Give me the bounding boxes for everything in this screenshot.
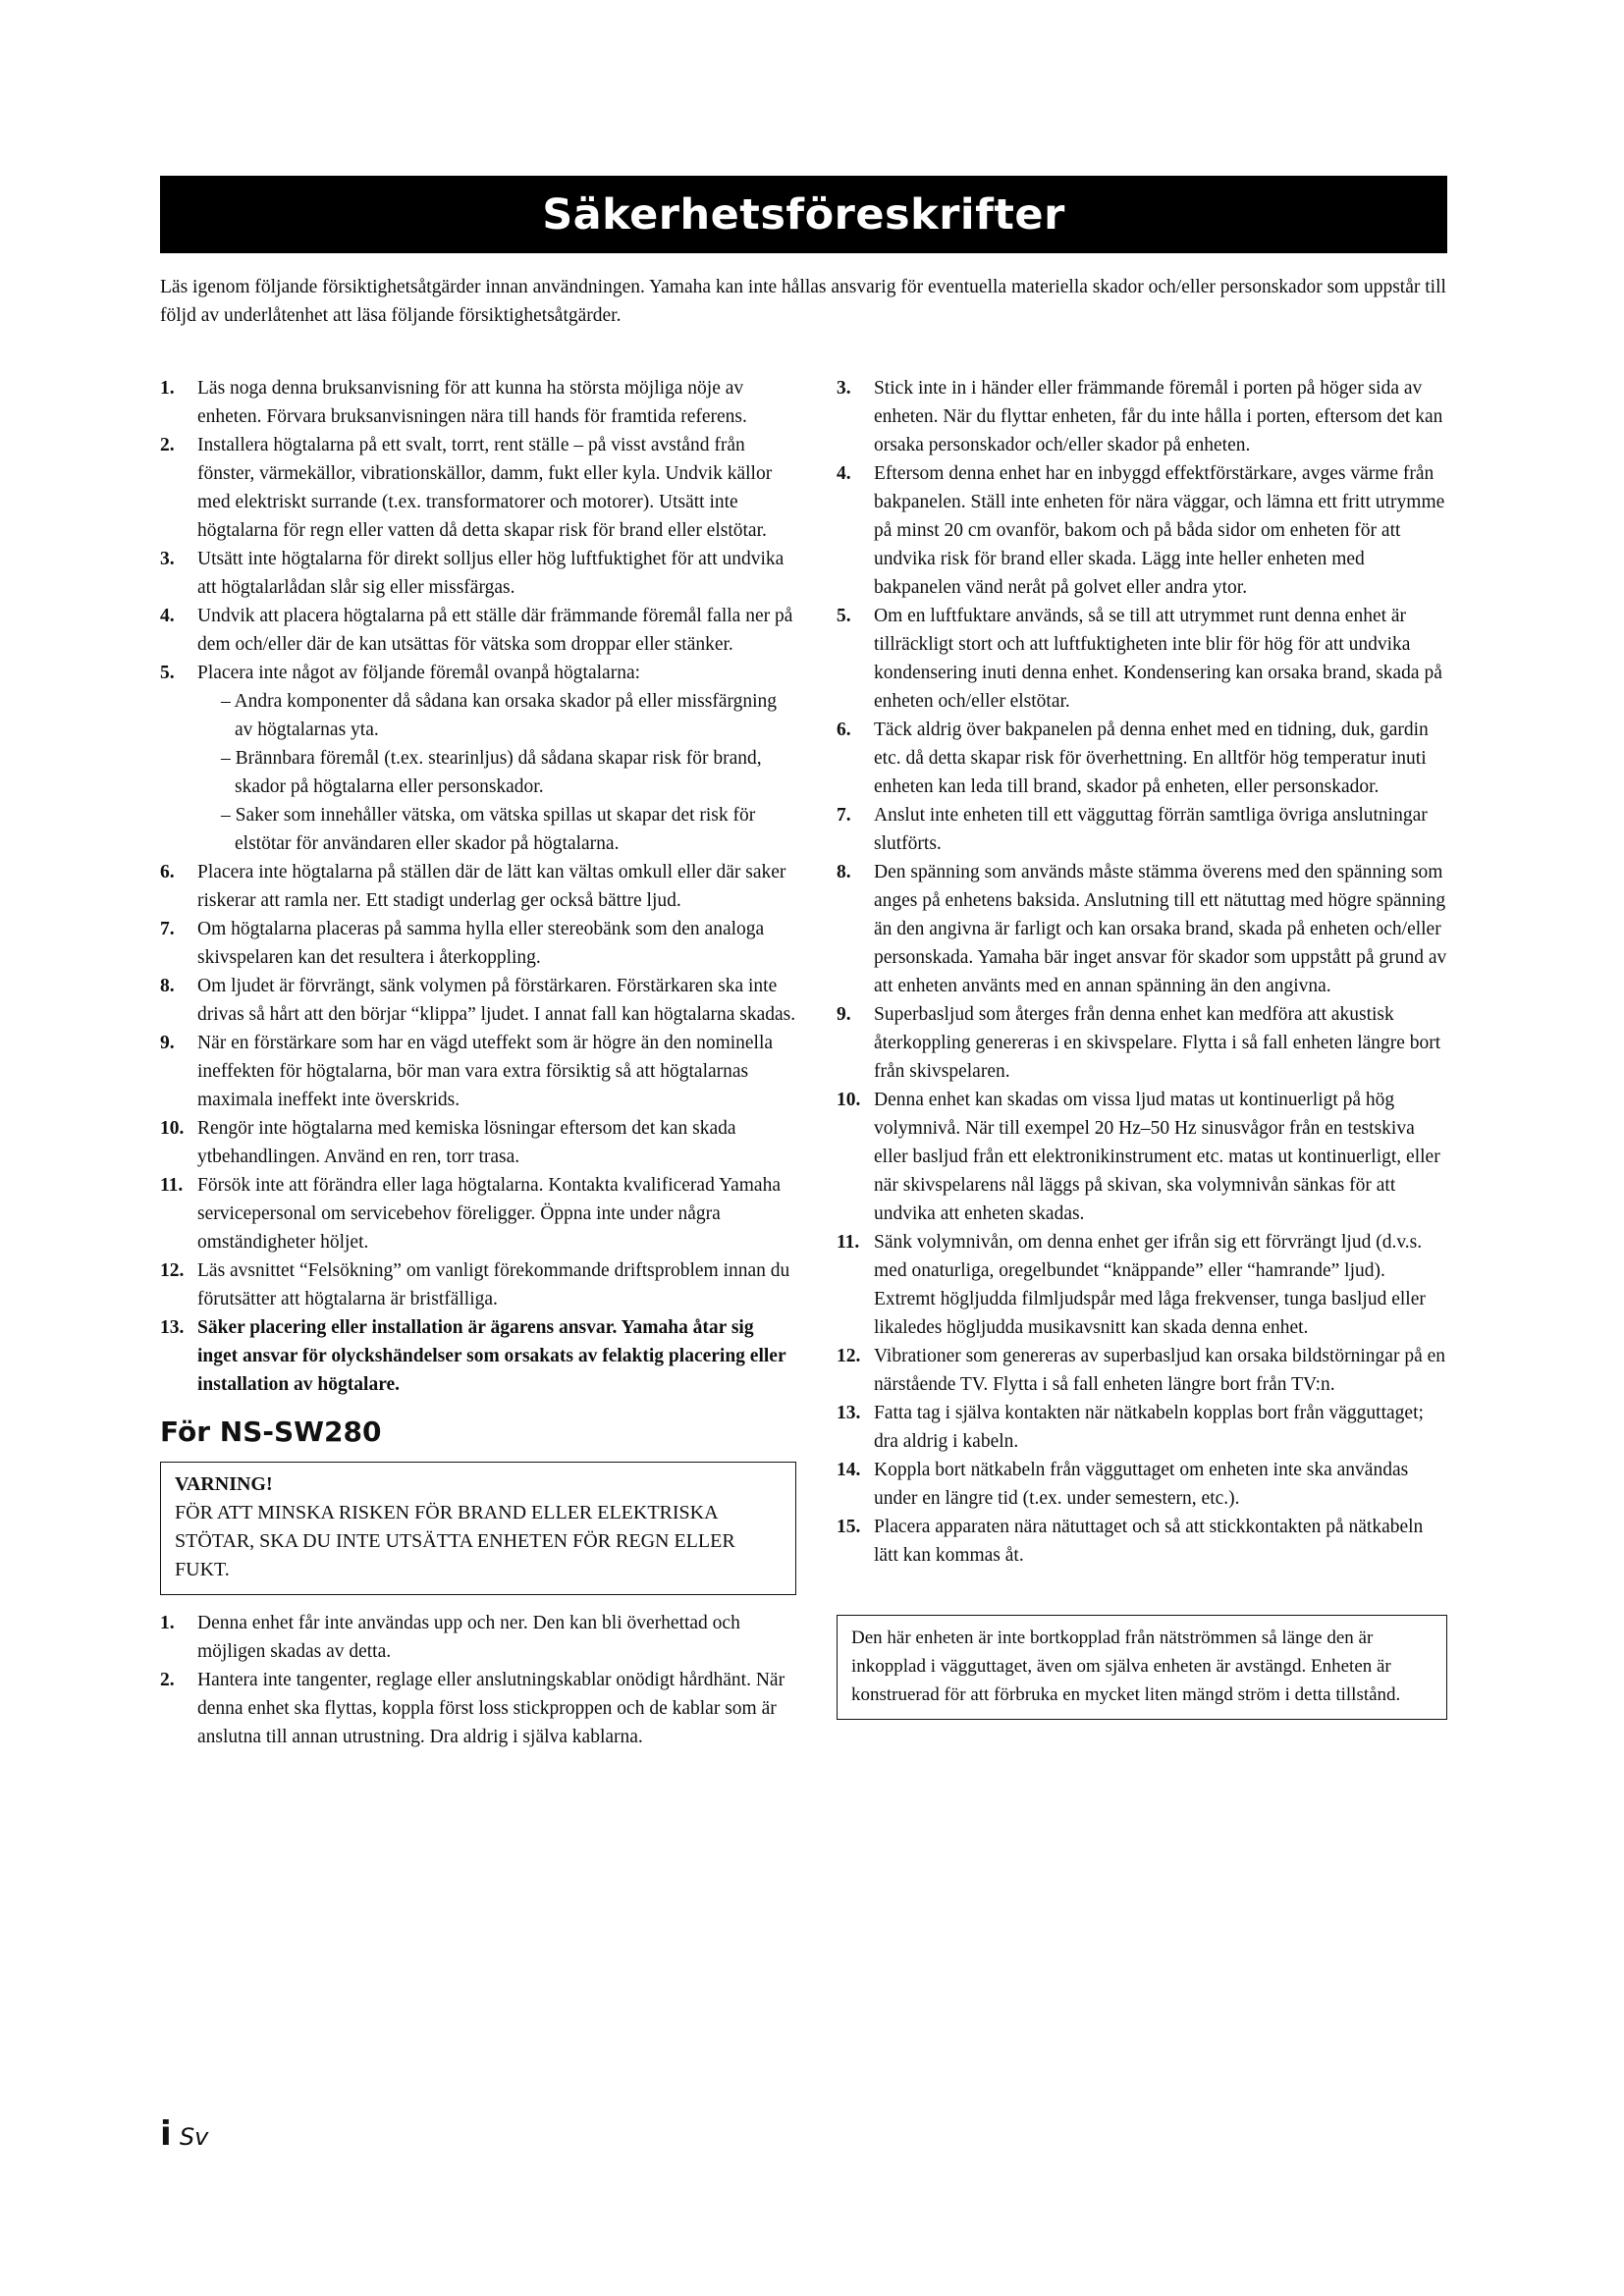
subwoofer-safety-list-continued xyxy=(837,374,1447,1570)
list-item: 12. Läs avsnittet “Felsökning” om vanligt förekommande driftsproblem innan du förutsätter att högtalarna är bristfälliga. xyxy=(160,1260,790,1309)
sub-list xyxy=(197,687,796,858)
left-column xyxy=(160,374,796,1751)
intro-paragraph: Läs igenom följande försiktighetsåtgärder innan användningen. Yamaha kan inte hållas ansvarig för eventuella materiella skador och/eller personskador som uppstår till följd av underlåtenhet att läsa följande försiktighetsåtgärder. xyxy=(160,277,1446,326)
sub-list-item: – Andra komponenter då sådana kan orsaka skador på eller missfärgning av högtalarnas yta. xyxy=(221,691,778,740)
section-heading-ns-sw280: För NS-SW280 xyxy=(160,1415,382,1448)
list-item: 1. Läs noga denna bruksanvisning för att kunna ha största möjliga nöje av enheten. Förvara bruksanvisningen nära till hands för framtida referens. xyxy=(160,378,747,427)
list-item: 12. Vibrationer som genereras av superbasljud kan orsaka bildstörningar på en närstående TV. Flytta i så fall enheten längre bort från TV:n. xyxy=(837,1346,1446,1395)
standby-notice-box: Den här enheten är inte bortkopplad från nätströmmen så länge den är inkopplad i vägguttaget, även om själva enheten är avstängd. Enheten är konstruerad för att förbruka en mycket liten mängd ström i detta tillstånd. xyxy=(837,1615,1447,1720)
list-item-ownership-responsibility: 13. Säker placering eller installation är ägarens ansvar. Yamaha åtar sig inget ansvar för olyckshändelser som orsakats av felaktig placering eller installation av högtalare. xyxy=(160,1317,786,1395)
list-item: 2. Hantera inte tangenter, reglage eller anslutningskablar onödigt hårdhänt. När denna enhet ska flyttas, koppla först loss stickproppen och de kablar som är anslutna till annan utrustning. Dra aldrig i själva kablarna. xyxy=(160,1670,785,1747)
page-number: i xyxy=(160,2114,172,2154)
list-item: 6. Täck aldrig över bakpanelen på denna enhet med en tidning, duk, gardin etc. då detta skapar risk för överhettning. En alltför hög temperatur inuti enheten kan leda till brand, skador på enheten, eller personskador. xyxy=(837,720,1429,797)
list-item: 2. Installera högtalarna på ett svalt, torrt, rent ställe – på visst avstånd från fönster, värmekällor, vibrationskällor, damm, fukt eller kyla. Undvik källor med elektriskt surrande (t.ex. transformatorer och motorer). Utsätt inte högtalarna för regn eller vatten då detta skapar risk för brand eller elstötar. xyxy=(160,435,773,541)
sub-list-item: – Saker som innehåller vätska, om vätska spillas ut skapar det risk för elstötar för användaren eller skador på högtalarna. xyxy=(221,805,756,854)
list-item: 11. Sänk volymnivån, om denna enhet ger ifrån sig ett förvrängt ljud (d.v.s. med onaturliga, oregelbundet “knäppande” eller “hamrande” ljud). Extremt högljudda filmljudspår med låga frekvenser, tunga basljud eller likaledes högljudda musikavsnitt kan skada denna enhet. xyxy=(837,1232,1426,1338)
page-footer xyxy=(160,2114,208,2154)
list-item: 11. Försök inte att förändra eller laga högtalarna. Kontakta kvalificerad Yamaha servicepersonal om servicebehov föreligger. Öppna inte under några omständigheter höljet. xyxy=(160,1175,781,1253)
list-item: 15. Placera apparaten nära nätuttaget och så att stickkontakten på nätkabeln lätt kan kommas åt. xyxy=(837,1517,1424,1566)
list-item: 5. Placera inte något av följande föremål ovanpå högtalarna: – Andra komponenter då sådana kan orsaka skador på eller missfärgning av högtalarnas yta. – Brännbara föremål (t.ex. stearinljus) då sådana skapar risk för brand, skador på högtalarna eller personskador. – Saker som innehåller vätska, om vätska spillas ut skapar det risk för elstötar för användaren eller skador på högtalarna. xyxy=(160,659,796,858)
language-code: Sv xyxy=(179,2123,209,2151)
list-item: 3. Stick inte in i händer eller främmande föremål i porten på höger sida av enheten. När du flyttar enheten, får du inte hålla i porten, eftersom det kan orsaka personskador och/eller skador på enheten. xyxy=(837,378,1443,455)
list-item: 8. Om ljudet är förvrängt, sänk volymen på förstärkaren. Förstärkaren ska inte drivas så hårt att den börjar “klippa” ljudet. I annat fall kan högtalarna skadas. xyxy=(160,976,796,1025)
warning-box xyxy=(160,1462,796,1595)
list-item: 4. Undvik att placera högtalarna på ett ställe där främmande föremål falla ner på dem och/eller där de kan utsättas för vätska som droppar eller stänker. xyxy=(160,606,793,655)
list-item: 10. Denna enhet kan skadas om vissa ljud matas ut kontinuerligt på hög volymnivå. När till exempel 20 Hz–50 Hz sinusvågor från en testskiva eller basljud från ett elektronikinstrument etc. matas ut kontinuerligt, eller när skivspelarens nål läggs på skivan, ska volymnivån sänkas för att undvika att enheten skadas. xyxy=(837,1090,1440,1224)
list-item: 4. Eftersom denna enhet har en inbyggd effektförstärkare, avges värme från bakpanelen. Ställ inte enheten för nära väggar, och lämna ett fritt utrymme på minst 20 cm ovanför, bakom och på båda sidor om enheten för att undvika risk för brand eller skada. Lägg inte heller enheten med bakpanelen vänd neråt på golvet eller andra ytor. xyxy=(837,463,1445,598)
list-item: 10. Rengör inte högtalarna med kemiska lösningar eftersom det kan skada ytbehandlingen. Använd en ren, torr trasa. xyxy=(160,1118,736,1167)
page-title: Säkerhetsföreskrifter xyxy=(542,189,1065,240)
right-column xyxy=(837,374,1447,1720)
list-item: 3. Utsätt inte högtalarna för direkt solljus eller hög luftfuktighet för att undvika att högtalarlådan slår sig eller missfärgas. xyxy=(160,549,785,598)
subwoofer-safety-list xyxy=(160,1609,796,1751)
list-item: 7. Anslut inte enheten till ett vägguttag förrän samtliga övriga anslutningar slutförts. xyxy=(837,805,1428,854)
list-item: 13. Fatta tag i själva kontakten när nätkabeln kopplas bort från vägguttaget; dra aldrig i kabeln. xyxy=(837,1403,1424,1452)
list-item: 8. Den spänning som används måste stämma överens med den spänning som anges på enhetens baksida. Anslutning till ett nätuttag med högre spänning än den angivna är farligt och kan orsaka brand, skada på enheten och/eller personskada. Yamaha bär inget ansvar för skador som uppstått på grund av att enheten använts med en annan spänning än den angivna. xyxy=(837,862,1447,996)
warning-title: VARNING! xyxy=(175,1473,273,1495)
list-item: 5. Om en luftfuktare används, så se till att utrymmet runt denna enhet är tillräckligt stort och att luftfuktigheten inte blir för hög för att undvika kondensering inuti denna enhet. Kondensering kan orsaka brand, skada på enheten och/eller elstötar. xyxy=(837,606,1442,712)
speaker-safety-list xyxy=(160,374,796,1399)
title-banner xyxy=(160,176,1447,253)
sub-list-item: – Brännbara föremål (t.ex. stearinljus) då sådana skapar risk för brand, skador på högtalarna eller personskador. xyxy=(221,748,762,797)
list-item: 14. Koppla bort nätkabeln från vägguttaget om enheten inte ska användas under en längre tid (t.ex. under semestern, etc.). xyxy=(837,1460,1409,1509)
list-item: 9. När en förstärkare som har en vägd uteffekt som är högre än den nominella ineffekten för högtalarna, bör man vara extra försiktig så att högtalarnas maximala ineffekt inte överskrids. xyxy=(160,1033,774,1110)
list-item: 1. Denna enhet får inte användas upp och ner. Den kan bli överhettad och möjligen skadas av detta. xyxy=(160,1613,740,1662)
list-item: 7. Om högtalarna placeras på samma hylla eller stereobänk som den analoga skivspelaren kan det resultera i återkoppling. xyxy=(160,919,765,968)
warning-text: FÖR ATT MINSKA RISKEN FÖR BRAND ELLER ELEKTRISKA STÖTAR, SKA DU INTE UTSÄTTA ENHETEN FÖR REGN ELLER FUKT. xyxy=(175,1502,735,1580)
list-item: 6. Placera inte högtalarna på ställen där de lätt kan vältas omkull eller där saker riskerar att ramla ner. Ett stadigt underlag ger också bättre ljud. xyxy=(160,862,786,911)
list-item: 9. Superbasljud som återges från denna enhet kan medföra att akustisk återkoppling genereras i en skivspelare. Flytta i så fall enheten längre bort från skivspelaren. xyxy=(837,1004,1441,1082)
